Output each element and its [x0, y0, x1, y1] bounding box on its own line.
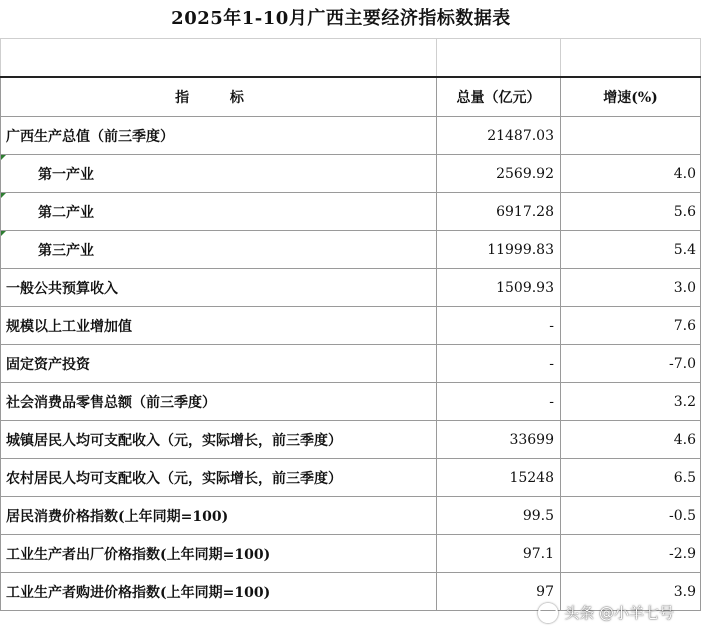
blank-cell[interactable]	[437, 39, 561, 77]
table-row	[1, 421, 701, 459]
indicator-name-cell[interactable]: 工业生产者出厂价格指数(上年同期=100)	[1, 535, 437, 573]
blank-cell[interactable]	[561, 39, 701, 77]
total-value-cell[interactable]: -	[437, 383, 561, 421]
growth-rate-cell[interactable]: 6.5	[561, 459, 701, 497]
header-total[interactable]: 总量（亿元）	[437, 77, 561, 117]
growth-rate-cell[interactable]: -2.9	[561, 535, 701, 573]
indicator-name-cell[interactable]: 一般公共预算收入	[1, 269, 437, 307]
watermark-text: 头条 @小羊七号	[564, 604, 674, 622]
growth-rate-cell[interactable]: 5.4	[561, 231, 701, 269]
growth-rate-cell[interactable]: 4.6	[561, 421, 701, 459]
growth-rate-cell[interactable]: -0.5	[561, 497, 701, 535]
indicator-name-cell[interactable]: 第一产业	[1, 155, 437, 193]
total-value-cell[interactable]: 97.1	[437, 535, 561, 573]
growth-rate-cell[interactable]: 7.6	[561, 307, 701, 345]
indicator-name-cell[interactable]: 第三产业	[1, 231, 437, 269]
total-value-cell[interactable]: 15248	[437, 459, 561, 497]
indicator-table	[0, 38, 701, 611]
table-row	[1, 535, 701, 573]
total-value-cell[interactable]: 2569.92	[437, 155, 561, 193]
indicator-name-cell[interactable]: 居民消费价格指数(上年同期=100)	[1, 497, 437, 535]
indicator-name-cell[interactable]: 广西生产总值（前三季度）	[1, 117, 437, 155]
table-row	[1, 497, 701, 535]
table-header-row	[1, 77, 701, 117]
total-value-cell[interactable]: 33699	[437, 421, 561, 459]
growth-rate-cell[interactable]: 4.0	[561, 155, 701, 193]
table-row	[1, 345, 701, 383]
indicator-name-cell[interactable]: 城镇居民人均可支配收入（元，实际增长，前三季度）	[1, 421, 437, 459]
total-value-cell[interactable]: 97	[437, 573, 561, 611]
page-title: 2025年1-10月广西主要经济指标数据表	[171, 8, 511, 29]
indicator-name-cell[interactable]: 社会消费品零售总额（前三季度）	[1, 383, 437, 421]
toutiao-logo-icon	[538, 603, 558, 623]
total-value-cell[interactable]: 11999.83	[437, 231, 561, 269]
total-value-cell[interactable]: -	[437, 345, 561, 383]
total-value-cell[interactable]: -	[437, 307, 561, 345]
table-row	[1, 383, 701, 421]
growth-rate-cell[interactable]: -7.0	[561, 345, 701, 383]
indicator-name-cell[interactable]: 规模以上工业增加值	[1, 307, 437, 345]
blank-cell[interactable]	[1, 39, 437, 77]
total-value-cell[interactable]: 1509.93	[437, 269, 561, 307]
growth-rate-cell[interactable]: 3.2	[561, 383, 701, 421]
total-value-cell[interactable]: 99.5	[437, 497, 561, 535]
header-indicator[interactable]: 指 标	[1, 77, 437, 117]
growth-rate-cell[interactable]: 3.0	[561, 269, 701, 307]
table-row	[1, 193, 701, 231]
indicator-name-cell[interactable]: 第二产业	[1, 193, 437, 231]
growth-rate-cell[interactable]: 5.6	[561, 193, 701, 231]
total-value-cell[interactable]: 21487.03	[437, 117, 561, 155]
indicator-name-cell[interactable]: 工业生产者购进价格指数(上年同期=100)	[1, 573, 437, 611]
growth-rate-cell[interactable]	[561, 117, 701, 155]
growth-rate-cell[interactable]: 3.9	[561, 573, 701, 611]
header-growth[interactable]: 增速(%)	[561, 77, 701, 117]
table-row	[1, 231, 701, 269]
watermark	[538, 602, 674, 623]
table-row	[1, 307, 701, 345]
table-row	[1, 155, 701, 193]
indicator-name-cell[interactable]: 固定资产投资	[1, 345, 437, 383]
blank-row	[1, 39, 701, 77]
total-value-cell[interactable]: 6917.28	[437, 193, 561, 231]
table-row	[1, 269, 701, 307]
table-row	[1, 117, 701, 155]
table-row	[1, 459, 701, 497]
indicator-name-cell[interactable]: 农村居民人均可支配收入（元，实际增长，前三季度）	[1, 459, 437, 497]
